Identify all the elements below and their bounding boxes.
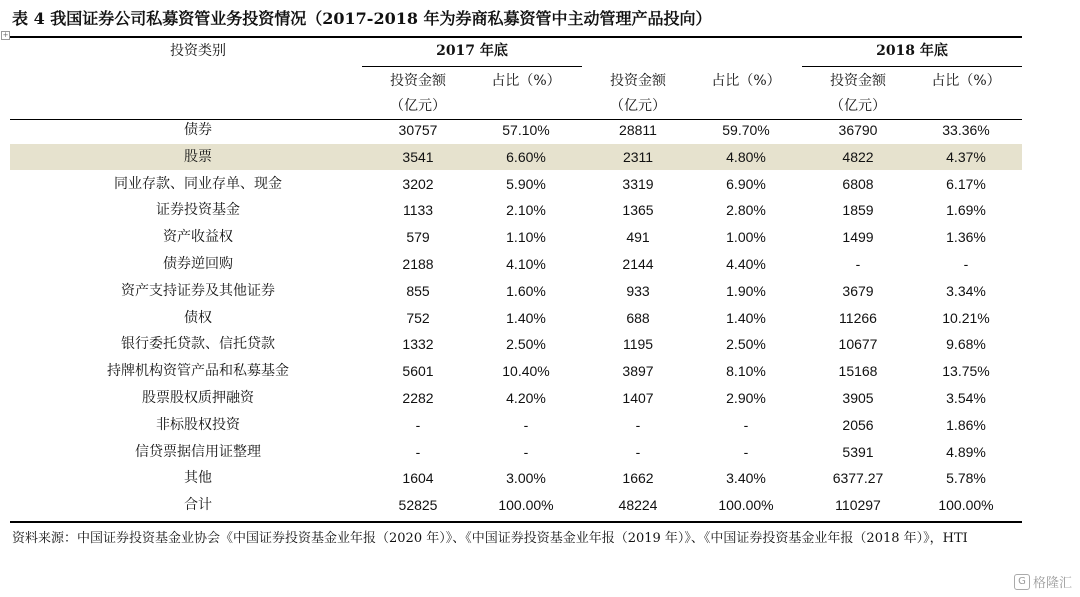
row-value: 1604 (402, 470, 434, 487)
row-value: 110297 (835, 497, 881, 514)
row-category: 合计 (184, 497, 212, 514)
table-row (10, 278, 1022, 304)
ratio-header: 占比（%） (931, 73, 1001, 89)
row-value: 6377.27 (832, 470, 884, 487)
row-value: 6.60% (506, 148, 546, 165)
row-value: 2144 (622, 256, 654, 272)
amount-header: 投资金额 (610, 73, 666, 89)
row-category: 持牌机构资管产品和私募基金 (107, 363, 289, 380)
row-value: 10.40% (502, 363, 550, 380)
row-value: 1.60% (506, 282, 546, 299)
row-value: 6.90% (726, 175, 766, 192)
row-value: - (635, 416, 641, 433)
row-value: 2.80% (726, 202, 766, 219)
row-value: 1.90% (726, 282, 766, 299)
row-category: 银行委托贷款、信托贷款 (121, 336, 275, 353)
category-header: 投资类别 (170, 43, 226, 59)
row-value: 2.90% (726, 390, 766, 406)
row-category: 股票股权质押融资 (142, 390, 254, 406)
table-row (10, 251, 1022, 277)
row-category: 同业存款、同业存单、现金 (114, 175, 282, 192)
row-value: 3905 (842, 390, 874, 406)
table-row (10, 331, 1022, 357)
row-value: 33.36% (942, 122, 990, 138)
row-value: 3.00% (506, 470, 546, 487)
row-value: - (523, 443, 529, 460)
table-row (10, 465, 1022, 491)
row-value: 1.40% (506, 309, 546, 326)
row-value: 6.17% (946, 175, 986, 192)
row-value: 3897 (622, 363, 654, 380)
row-value: 3.40% (726, 470, 766, 487)
row-category: 股票 (184, 148, 212, 165)
row-value: 1499 (842, 229, 874, 246)
watermark-text: 格隆汇 (1032, 576, 1072, 591)
table-row (10, 492, 1022, 518)
row-value: 579 (406, 229, 430, 246)
row-value: 752 (406, 309, 430, 326)
row-value: - (415, 443, 421, 460)
row-value: 30757 (398, 122, 438, 138)
table-row (10, 358, 1022, 384)
row-value: 1.36% (946, 229, 986, 246)
row-value: 1.40% (726, 309, 766, 326)
table-row (10, 305, 1022, 331)
row-value: - (415, 416, 421, 433)
row-value: 100.00% (498, 497, 554, 514)
group-rule-2018 (802, 66, 1022, 67)
table-row (10, 224, 1022, 250)
amount-unit: （亿元） (390, 98, 446, 114)
row-category: 其他 (184, 470, 212, 487)
group-header-2017: 2017 年底 (436, 43, 508, 59)
row-value: 2.10% (506, 202, 546, 219)
row-value: 4.10% (506, 256, 546, 272)
row-value: 6808 (842, 175, 874, 192)
bottom-rule (10, 521, 1022, 523)
row-value: 100.00% (718, 497, 774, 514)
row-value: 57.10% (502, 122, 550, 138)
amount-unit: （亿元） (830, 98, 886, 114)
ratio-header: 占比（%） (711, 73, 781, 89)
row-value: 4.37% (946, 148, 986, 165)
row-value: 3541 (402, 148, 434, 165)
row-value: 28811 (619, 122, 657, 138)
row-value: 48224 (618, 497, 658, 514)
row-category: 非标股权投资 (156, 416, 240, 433)
ratio-header: 占比（%） (491, 73, 561, 89)
table-row (10, 171, 1022, 197)
row-value: 5601 (402, 363, 434, 380)
gelonghui-logo-icon: G (1014, 574, 1030, 590)
row-value: 4.40% (726, 256, 766, 272)
row-value: 855 (406, 282, 430, 299)
row-value: 1.00% (726, 229, 766, 246)
row-value: 491 (626, 229, 650, 246)
row-category: 信贷票据信用证整理 (135, 443, 261, 460)
row-value: 1.10% (506, 229, 546, 246)
row-value: 2188 (402, 256, 434, 272)
row-value: 1.86% (946, 416, 986, 433)
row-value: 4822 (842, 148, 874, 165)
row-value: 5391 (842, 443, 874, 460)
group-rule-2017 (362, 66, 582, 67)
row-category: 债券 (184, 122, 212, 138)
row-value: 1407 (622, 390, 654, 406)
row-value: 3319 (622, 175, 654, 192)
amount-header: 投资金额 (390, 73, 446, 89)
row-value: - (523, 416, 529, 433)
row-category: 证券投资基金 (156, 202, 240, 219)
row-value: - (963, 256, 969, 272)
row-value: 4.89% (946, 443, 986, 460)
row-value: 1332 (402, 336, 434, 353)
row-value: 15168 (838, 363, 878, 380)
row-value: 1.69% (946, 202, 986, 219)
row-value: 5.78% (946, 470, 986, 487)
row-value: 4.80% (726, 148, 766, 165)
row-value: 2282 (402, 390, 434, 406)
row-value: 52825 (398, 497, 438, 514)
row-category: 资产支持证券及其他证券 (121, 282, 275, 299)
row-value: 59.70% (722, 122, 770, 138)
row-value: 1133 (402, 202, 434, 219)
amount-header: 投资金额 (830, 73, 886, 89)
row-value: 10.21% (942, 309, 990, 326)
row-value: 8.10% (726, 363, 766, 380)
top-rule (10, 36, 1022, 38)
table-row (10, 412, 1022, 438)
row-value: 13.75% (942, 363, 990, 380)
table-row (10, 197, 1022, 223)
row-value: 933 (626, 282, 650, 299)
table-title: 表 4 我国证券公司私募资管业务投资情况（2017-2018 年为券商私募资管中主动管理产品投向） (12, 9, 712, 28)
table-row (10, 385, 1022, 411)
row-value: 3.54% (946, 390, 986, 406)
row-value: 10677 (838, 336, 878, 353)
watermark (1014, 572, 1072, 591)
row-value: 9.68% (946, 336, 986, 353)
row-value: - (855, 256, 861, 272)
source-note: 资料来源：中国证券投资基金业协会《中国证券投资基金业年报（2020 年）》、《中国证券投资基金业年报（2019 年）》、《中国证券投资基金业年报（2018 年）》，HTI (12, 531, 968, 546)
row-value: 688 (626, 309, 650, 326)
row-value: 3202 (402, 175, 434, 192)
row-value: - (635, 443, 641, 460)
amount-unit: （亿元） (610, 98, 666, 114)
row-value: - (743, 416, 749, 433)
row-value: 11266 (839, 309, 877, 326)
row-value: 36790 (838, 122, 878, 138)
table-row (10, 439, 1022, 465)
row-value: 4.20% (506, 390, 546, 406)
row-category: 资产收益权 (163, 229, 233, 246)
row-value: 2.50% (726, 336, 766, 353)
row-category: 债券逆回购 (163, 256, 233, 272)
row-value: 1195 (622, 336, 654, 353)
row-value: - (743, 443, 749, 460)
table-row (10, 117, 1022, 143)
row-category: 债权 (184, 309, 212, 326)
row-value: 1662 (622, 470, 654, 487)
row-value: 100.00% (938, 497, 994, 514)
plus-icon: + (2, 31, 9, 39)
row-value: 2056 (842, 416, 874, 433)
row-value: 1365 (622, 202, 654, 219)
row-value: 2311 (622, 148, 654, 165)
table-row (10, 144, 1022, 170)
group-header-2018: 2018 年底 (876, 43, 948, 59)
row-value: 3679 (842, 282, 874, 299)
row-value: 1859 (842, 202, 874, 219)
row-value: 5.90% (506, 175, 546, 192)
row-value: 2.50% (506, 336, 546, 353)
row-value: 3.34% (946, 282, 986, 299)
